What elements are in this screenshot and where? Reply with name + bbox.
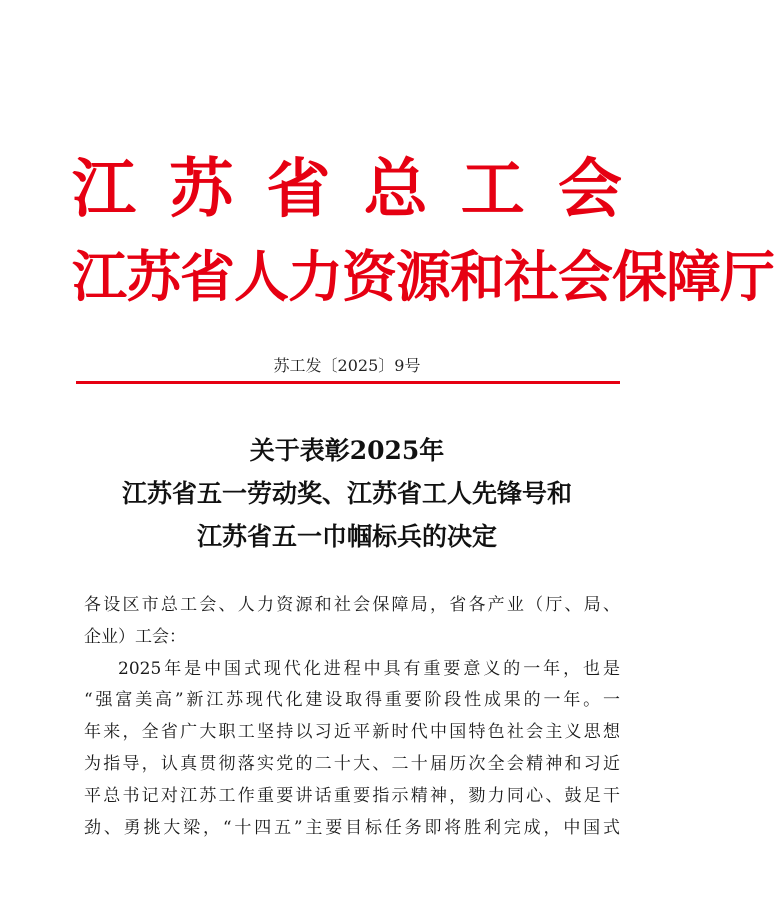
issuer-char: 工 — [460, 152, 525, 227]
document-title-line-3: 江苏省五一巾帼标兵的决定 — [196, 522, 497, 551]
issuer-char: 江 — [72, 152, 136, 227]
paragraph-line: “强富美高”新江苏现代化建设取得重要阶段性成果的一年。一 — [84, 690, 620, 711]
issuer-char: 总 — [363, 152, 428, 227]
paragraph-line: 为指导，认真贯彻落实党的二十大、二十届历次全会精神和习近 — [84, 753, 620, 774]
issuer-char: 会 — [557, 152, 622, 227]
document-number: 苏工发〔2025〕9号 — [273, 356, 421, 375]
paragraph-line: 年来，全省广大职工坚持以习近平新时代中国特色社会主义思想 — [84, 722, 620, 743]
red-header-divider — [76, 381, 620, 384]
issuer-title-federation — [72, 150, 622, 230]
issuer-title-hr-department: 江苏省人力资源和社会保障厅 — [72, 244, 774, 309]
paragraph-line: 劲、勇挑大梁，“十四五”主要目标任务即将胜利完成，中国式 — [84, 817, 620, 838]
issuer-char: 苏 — [169, 152, 234, 227]
paragraph-line: 2025年是中国式现代化进程中具有重要意义的一年，也是 — [118, 658, 620, 679]
document-title-line-2: 江苏省五一劳动奖、江苏省工人先锋号和 — [121, 479, 572, 508]
document-title-line-1: 关于表彰2025年 — [249, 436, 445, 465]
paragraph-line: 平总书记对江苏工作重要讲话重要指示精神，勠力同心、鼓足干 — [84, 785, 620, 806]
salutation-line: 各设区市总工会、人力资源和社会保障局，省各产业（厅、局、 — [84, 595, 620, 615]
issuer-char: 省 — [266, 152, 331, 227]
salutation-line: 企业）工会： — [84, 626, 186, 647]
document-body — [84, 590, 620, 844]
